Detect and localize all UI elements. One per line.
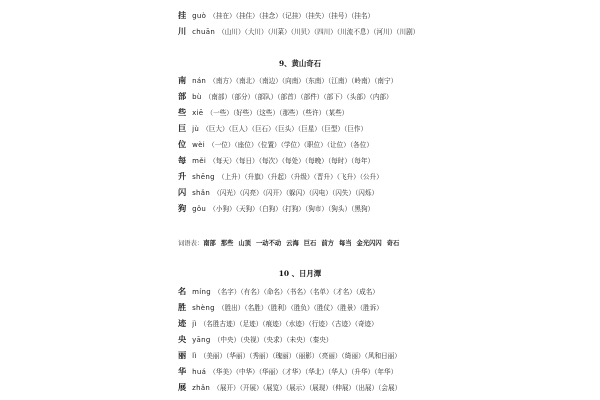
pinyin: wèi (192, 141, 205, 149)
character: 位 (178, 139, 187, 149)
vocab-word: 前方 (321, 240, 334, 247)
pinyin: xiē (192, 109, 204, 117)
char-row (178, 24, 419, 38)
pinyin: guò (192, 12, 207, 20)
character: 展 (178, 382, 187, 392)
word: （华北） (304, 368, 328, 376)
word: （出展） (355, 384, 379, 392)
word: （巨大） (202, 125, 229, 133)
pinyin: měi (192, 157, 207, 165)
pinyin: lì (192, 352, 197, 360)
word: （央求） (263, 336, 287, 344)
word: （南边） (258, 77, 282, 85)
word: （闪光） (213, 189, 240, 197)
word: （内部） (369, 93, 393, 101)
word: （巨型） (320, 125, 344, 133)
word: （闪烁） (355, 189, 379, 197)
word: （川剧） (396, 28, 420, 36)
word: （挂在） (209, 12, 236, 20)
word: （瑰丽） (272, 352, 296, 360)
word: （座位） (234, 141, 258, 149)
word: （南宁） (374, 77, 398, 85)
word: （某些） (325, 109, 349, 117)
word: （名字） (214, 288, 241, 296)
word: （升旗） (244, 173, 268, 181)
char-row (178, 169, 383, 183)
vocab-word: 每当 (338, 240, 352, 247)
word: （闪失） (331, 189, 355, 197)
word: （升华） (351, 368, 375, 376)
word: （风和日丽） (364, 352, 401, 360)
pinyin: zhǎn (192, 384, 211, 392)
pinyin: huá (192, 368, 207, 376)
word: （痕迹） (262, 320, 286, 328)
word: （小狗） (209, 205, 236, 213)
char-row (178, 201, 374, 215)
word: （挂名） (351, 12, 375, 20)
word: （学位） (280, 141, 304, 149)
character: 些 (178, 107, 187, 117)
word: （部首） (277, 93, 301, 101)
word: （上升） (218, 173, 245, 181)
char-row (178, 300, 383, 314)
section-title: 9、黄山奇石 (278, 59, 322, 68)
word: （川贝） (290, 28, 314, 36)
word: （闪开） (262, 189, 286, 197)
word: （开展） (239, 384, 263, 392)
word: （胜利） (267, 304, 291, 312)
character: 胜 (178, 302, 187, 312)
word: （每处） (281, 157, 305, 165)
word: （巨人） (228, 125, 252, 133)
pinyin: jì (192, 320, 197, 328)
word: （南方） (209, 77, 236, 85)
word: （每天） (209, 157, 236, 165)
pinyin: jù (192, 125, 200, 133)
word: （挂失） (304, 12, 328, 20)
word: （狗头） (327, 205, 352, 213)
word: （央视） (240, 336, 264, 344)
vocab-word: 云海 (286, 240, 299, 247)
word: （名单） (309, 288, 333, 296)
word: （中华） (235, 368, 259, 376)
word: （古迹） (331, 320, 355, 328)
word: （黑狗） (351, 205, 375, 213)
word: （头部） (346, 93, 370, 101)
pinyin: shǎn (192, 189, 211, 197)
char-row (178, 153, 374, 167)
word: （公升） (359, 173, 383, 181)
char-row (178, 332, 332, 346)
vocab-label: 词语表： (178, 240, 204, 247)
word: （让位） (326, 141, 350, 149)
word: （东南） (304, 77, 328, 85)
vocab-word: 一动不动 (255, 240, 282, 247)
vocab-word: 那些 (220, 240, 234, 247)
word: （一位） (208, 141, 235, 149)
word: （丽影） (295, 352, 319, 360)
word: （才名） (332, 288, 356, 296)
character: 巨 (178, 123, 187, 133)
char-row (178, 316, 378, 330)
vocab-word: 金光闪闪 (356, 240, 382, 247)
word: （胜仗） (313, 304, 337, 312)
word: （江南） (327, 77, 352, 85)
character: 每 (178, 155, 187, 165)
word: （秀丽） (249, 352, 273, 360)
character: 闪 (178, 187, 187, 197)
word: （足迹） (239, 320, 263, 328)
char-row (178, 348, 401, 362)
char-row (178, 89, 393, 103)
char-row (178, 121, 367, 135)
char-row (178, 105, 348, 119)
character: 南 (178, 75, 187, 85)
word: （巨作） (343, 125, 368, 133)
vocab-word: 山顶 (238, 240, 251, 247)
char-row (178, 364, 397, 378)
word: （命名） (263, 288, 287, 296)
word: （白狗） (258, 205, 282, 213)
word: （闪亮） (239, 189, 263, 197)
word: （名胜古迹） (199, 320, 240, 328)
word: （华丽） (258, 368, 282, 376)
character: 名 (178, 286, 187, 296)
pinyin: gǒu (192, 205, 207, 213)
section-title: 10 、日月潭 (278, 269, 322, 278)
word: （巨星） (297, 125, 321, 133)
word: （山川） (218, 28, 245, 36)
word: （每年） (350, 157, 375, 165)
word: （胜负） (290, 304, 314, 312)
character: 升 (178, 171, 187, 181)
word: （会展） (378, 384, 402, 392)
word: （挂念） (258, 12, 282, 20)
word: （闪电） (308, 189, 332, 197)
word: （每日） (235, 157, 259, 165)
word: （展现） (308, 384, 332, 392)
character: 川 (178, 26, 187, 36)
word: （好些） (232, 109, 256, 117)
char-row (178, 380, 401, 394)
word: （飞升） (336, 173, 360, 181)
word: （每次） (258, 157, 282, 165)
word: （巨头） (274, 125, 298, 133)
word: （才华） (281, 368, 305, 376)
word: （打狗） (281, 205, 305, 213)
word: （挂号） (327, 12, 352, 20)
word: （岭南） (351, 77, 375, 85)
word: （些许） (302, 109, 326, 117)
char-row (178, 73, 397, 87)
word: （这些） (255, 109, 280, 117)
word: （每时） (327, 157, 351, 165)
word: （部分） (231, 93, 255, 101)
word: （部下） (323, 93, 347, 101)
word: （胜景） (336, 304, 360, 312)
word: （川流不息） (336, 28, 374, 36)
char-row (178, 137, 373, 151)
word: （天狗） (235, 205, 259, 213)
word: （成名） (355, 288, 379, 296)
word: （南北） (235, 77, 259, 85)
word: （胜诉） (359, 304, 383, 312)
word: （绮丽） (341, 352, 365, 360)
pinyin: yāng (192, 336, 211, 344)
character: 部 (178, 91, 187, 101)
word: （晋升） (313, 173, 337, 181)
character: 迹 (178, 318, 187, 328)
word: （躲闪） (285, 189, 309, 197)
character: 央 (178, 334, 187, 344)
word: （华丽） (226, 352, 250, 360)
pinyin: míng (192, 288, 211, 296)
word: （挂住） (235, 12, 259, 20)
word: （南部） (204, 93, 232, 101)
word: （亮丽） (318, 352, 342, 360)
char-row (178, 185, 378, 199)
word: （秦央） (309, 336, 333, 344)
vocab-word: 巨石 (303, 240, 317, 247)
word: （展示） (285, 384, 309, 392)
word: （部队） (254, 93, 278, 101)
word: （升级） (290, 173, 314, 181)
word: （向南） (281, 77, 305, 85)
word: （川菜） (267, 28, 291, 36)
word: （美丽） (199, 352, 227, 360)
character: 丽 (178, 350, 187, 360)
word: （华美） (209, 368, 236, 376)
pinyin: shèng (192, 304, 215, 312)
word: （中央） (213, 336, 241, 344)
word: （大川） (244, 28, 268, 36)
word: （河川） (373, 28, 397, 36)
word: （展览） (262, 384, 286, 392)
word: （记挂） (281, 12, 305, 20)
pinyin: nán (192, 77, 207, 85)
pinyin: bù (192, 93, 202, 101)
word: （名胜） (244, 304, 268, 312)
vocab-list (178, 238, 404, 247)
word: （华人） (327, 368, 352, 376)
word: （一些） (206, 109, 233, 117)
word: （未央） (286, 336, 310, 344)
char-row (178, 8, 374, 22)
word: （胜出） (218, 304, 245, 312)
word: （有名） (240, 288, 264, 296)
word: （那些） (279, 109, 303, 117)
character: 华 (178, 366, 187, 376)
word: （四川） (313, 28, 337, 36)
word: （奇迹） (354, 320, 378, 328)
word: （位置） (257, 141, 281, 149)
vocab-word: 奇石 (386, 240, 400, 247)
word: （升起） (267, 173, 291, 181)
character: 狗 (178, 203, 187, 213)
word: （每晚） (304, 157, 328, 165)
word: （水迹） (285, 320, 309, 328)
word: （行迹） (308, 320, 332, 328)
word: （职位） (303, 141, 327, 149)
word: （书名） (286, 288, 310, 296)
word: （狗市） (304, 205, 328, 213)
word: （巨石） (251, 125, 275, 133)
word: （年华） (374, 368, 398, 376)
word: （伸展） (331, 384, 356, 392)
character: 挂 (178, 10, 187, 20)
word: （各位） (349, 141, 373, 149)
word: （展开） (213, 384, 240, 392)
pinyin: chuān (192, 28, 216, 36)
pinyin: shēng (192, 173, 215, 181)
char-row (178, 284, 379, 298)
vocab-word: 南部 (203, 240, 216, 247)
word: （部件） (300, 93, 324, 101)
